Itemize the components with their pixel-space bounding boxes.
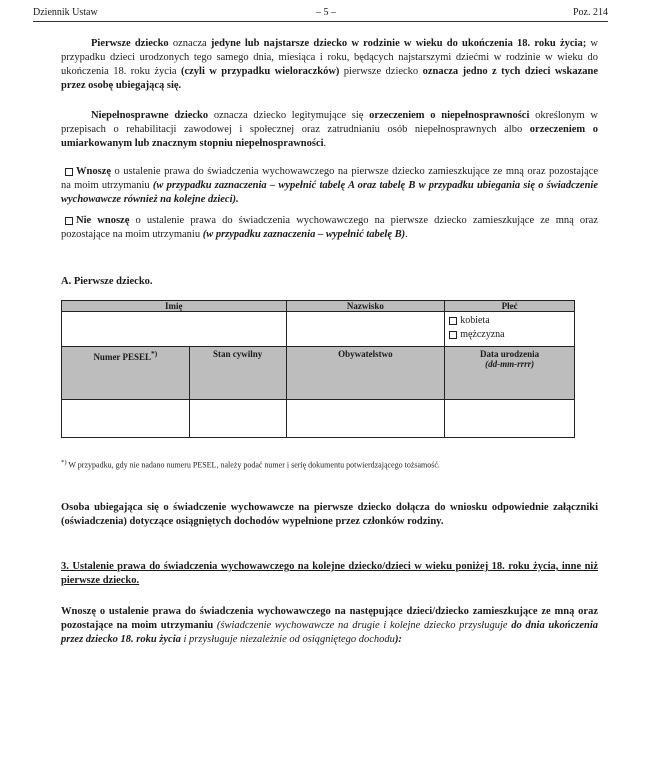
text: o ustalenie prawa do świadczenia wychowawczego na pierwsze dziecko zamieszkujące ze mną oraz pozostające na moim utrzymaniu bbox=[61, 215, 598, 240]
text-bold: orzeczeniem o niepełnosprawności bbox=[369, 110, 530, 121]
pesel-label: Numer PESEL bbox=[93, 352, 152, 362]
text-bold: oznacza jedno z tych dzieci wskazane przez osobę ubiegającą się. bbox=[61, 66, 599, 91]
female-checkbox[interactable] bbox=[449, 317, 457, 325]
section-3-title: 3. Ustalenie prawa do świadczenia wychowawczego na kolejne dziecko/dzieci w wieku poniżej 18. roku życia, inne niż pierwsze dziecko. bbox=[61, 561, 598, 586]
header-last-name: Nazwisko bbox=[286, 301, 445, 312]
text-bold: Wnoszę bbox=[76, 166, 111, 177]
pesel-field[interactable] bbox=[62, 400, 190, 438]
footnote-mark: *) bbox=[61, 459, 67, 466]
text-bold: orzeczeniem o umiarkowanym lub znacznym stopniu niepełnosprawności bbox=[61, 124, 598, 149]
option-label: kobieta bbox=[460, 315, 490, 326]
header-sex: Płeć bbox=[445, 301, 575, 312]
text-bold-italic: (w przypadku zaznaczenia – wypełnić tabelę A oraz tabelę B w przypadku ubiegania się o świadczenie wychowawcze również na kolejne dzieci). bbox=[61, 180, 599, 205]
closing-paragraph bbox=[61, 605, 598, 647]
text: oznacza bbox=[168, 38, 211, 49]
text: określonym w przepisach o rehabilitacji zawodowej i społecznej oraz zatrudnianiu osób niepełnosprawnych albo bbox=[61, 110, 599, 135]
text-italic: (świadczenie wychowawcze na drugie i kolejne dziecko przysługuje bbox=[213, 620, 512, 631]
text: oznacza dziecko legitymujące się bbox=[208, 110, 370, 121]
marital-status-field[interactable] bbox=[189, 400, 286, 438]
first-child-definition bbox=[61, 37, 598, 93]
birth-date-field[interactable] bbox=[445, 400, 575, 438]
male-checkbox[interactable] bbox=[449, 331, 457, 339]
disabled-child-definition bbox=[61, 109, 598, 151]
option-label: mężczyzna bbox=[460, 329, 505, 340]
header-marital-status: Stan cywilny bbox=[189, 347, 286, 400]
text: pierwsze dziecko bbox=[339, 66, 423, 77]
last-name-field[interactable] bbox=[286, 312, 445, 347]
text-bold: (czyli w przypadku wieloraczków) bbox=[180, 66, 340, 77]
text: . bbox=[405, 229, 408, 240]
footnote-mark: *) bbox=[151, 349, 158, 358]
sex-options bbox=[445, 312, 575, 347]
text-bold: Wnoszę o ustalenie prawa do świadczenia wychowawczego na następujące dzieci/dziecko zamieszkujące ze mną oraz pozostające na moim utrzymaniu bbox=[61, 606, 598, 631]
option-male[interactable] bbox=[449, 328, 574, 342]
option-apply-first-child bbox=[61, 165, 598, 207]
position-number: Poz. 214 bbox=[573, 7, 608, 18]
first-child-table bbox=[61, 300, 575, 438]
header-first-name: Imię bbox=[62, 301, 287, 312]
text: o ustalenie prawa do świadczenia wychowawczego na pierwsze dziecko zamieszkujące ze mną oraz pozostające na moim utrzymaniu bbox=[61, 166, 598, 191]
birth-date-format: (dd-mm-rrrr) bbox=[485, 359, 535, 369]
option-female[interactable] bbox=[449, 314, 574, 328]
header-birth-date bbox=[445, 347, 575, 400]
text-bold-italic: (w przypadku zaznaczenia – wypełnić tabelę B) bbox=[202, 229, 406, 240]
attachment-note: Osoba ubiegająca się o świadczenie wychowawcze na pierwsze dziecko dołącza do wniosku odpowiednie załączniki (oświadczenia) dotyczące osiągniętych dochodów wypełnione przez członków rodziny. bbox=[61, 502, 598, 527]
text-bold-italic: do dnia ukończenia przez dziecko 18. roku życia bbox=[61, 620, 598, 645]
section-a-title: A. Pierwsze dziecko. bbox=[61, 276, 153, 287]
term-disabled-child: Niepełnosprawne dziecko bbox=[91, 110, 209, 121]
not-apply-checkbox[interactable] bbox=[65, 217, 73, 225]
term-first-child: Pierwsze dziecko bbox=[91, 38, 169, 49]
page-header bbox=[33, 5, 608, 22]
text-bold: Nie wnoszę bbox=[76, 215, 130, 226]
text: . bbox=[323, 138, 327, 149]
text: w przypadku dzieci urodzonych tego samego dnia, miesiąca i roku, będących najstarszymi dziećmi w rodzinie w wieku do ukończenia 18. roku życia bbox=[61, 38, 598, 77]
header-pesel bbox=[62, 347, 190, 400]
first-name-field[interactable] bbox=[62, 312, 287, 347]
apply-checkbox[interactable] bbox=[65, 168, 73, 176]
text-bold-italic: ): bbox=[394, 634, 402, 645]
footnote bbox=[61, 459, 440, 470]
citizenship-field[interactable] bbox=[286, 400, 445, 438]
page-number: – 5 – bbox=[316, 7, 336, 18]
birth-date-label: Data urodzenia bbox=[480, 349, 540, 359]
journal-name: Dziennik Ustaw bbox=[33, 7, 98, 18]
text-italic: i przysługuje niezależnie od osiągniętego dochodu bbox=[180, 634, 395, 645]
footnote-text: W przypadku, gdy nie nadano numeru PESEL, należy podać numer i serię dokumentu potwierdzającego tożsamość. bbox=[66, 460, 440, 470]
header-citizenship: Obywatelstwo bbox=[286, 347, 445, 400]
option-not-apply-first-child bbox=[61, 214, 598, 242]
definition-bold: jedyne lub najstarsze dziecko w rodzinie w wieku do ukończenia 18. roku życia; bbox=[210, 38, 587, 49]
